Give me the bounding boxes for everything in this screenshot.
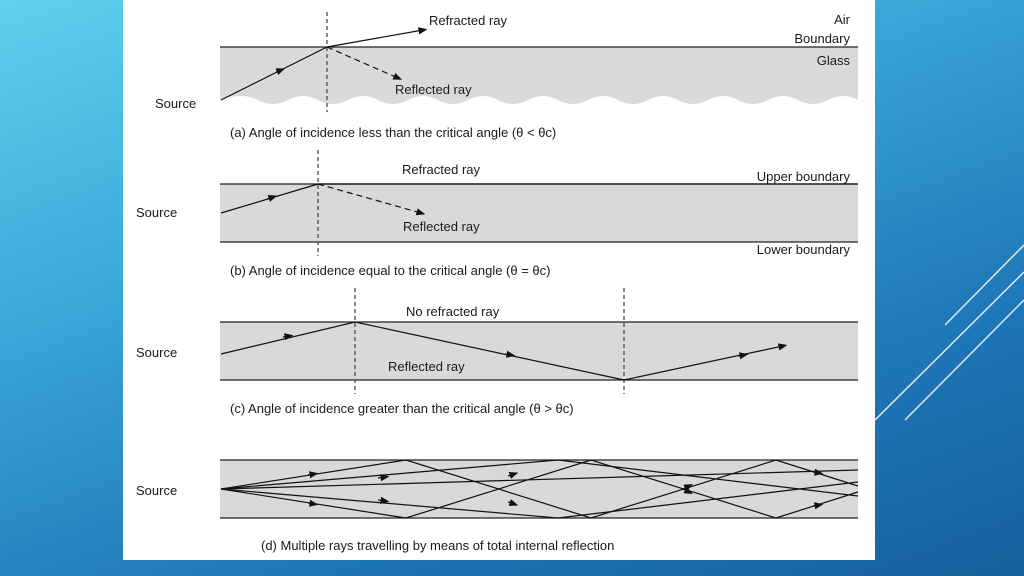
caption-d: (d) Multiple rays travelling by means of total internal reflection [261, 538, 615, 553]
source-label-b: Source [136, 205, 178, 220]
source-label-d: Source [136, 483, 178, 498]
glass-region-d [220, 460, 858, 518]
slide-panel [123, 0, 875, 560]
reflected-label-a: Reflected ray [395, 82, 472, 97]
glass-region-a [220, 47, 858, 104]
caption-c: (c) Angle of incidence greater than the critical angle (θ > θc) [230, 401, 574, 416]
reflected-label-c: Reflected ray [388, 359, 465, 374]
refracted-label-a: Refracted ray [429, 13, 508, 28]
reflected-label-b: Reflected ray [403, 219, 480, 234]
caption-b: (b) Angle of incidence equal to the critical angle (θ = θc) [230, 263, 551, 278]
panel-d [136, 460, 858, 553]
upper-boundary-label: Upper boundary [756, 169, 850, 184]
air-label: Air [834, 12, 850, 27]
source-label-c: Source [136, 345, 178, 360]
optics-diagram [123, 0, 875, 560]
panel-c [136, 288, 858, 416]
lower-boundary-label: Lower boundary [756, 242, 850, 257]
source-label-a: Source [155, 96, 197, 111]
panel-b [136, 150, 858, 278]
boundary-label: Boundary [794, 31, 850, 46]
refracted-ray-a [327, 30, 423, 47]
glass-label: Glass [816, 53, 850, 68]
caption-a: (a) Angle of incidence less than the critical angle (θ < θc) [230, 125, 557, 140]
no-refracted-label: No refracted ray [406, 304, 500, 319]
panel-a [155, 12, 858, 140]
glass-region-b [220, 184, 858, 242]
refracted-label-b: Refracted ray [402, 162, 481, 177]
